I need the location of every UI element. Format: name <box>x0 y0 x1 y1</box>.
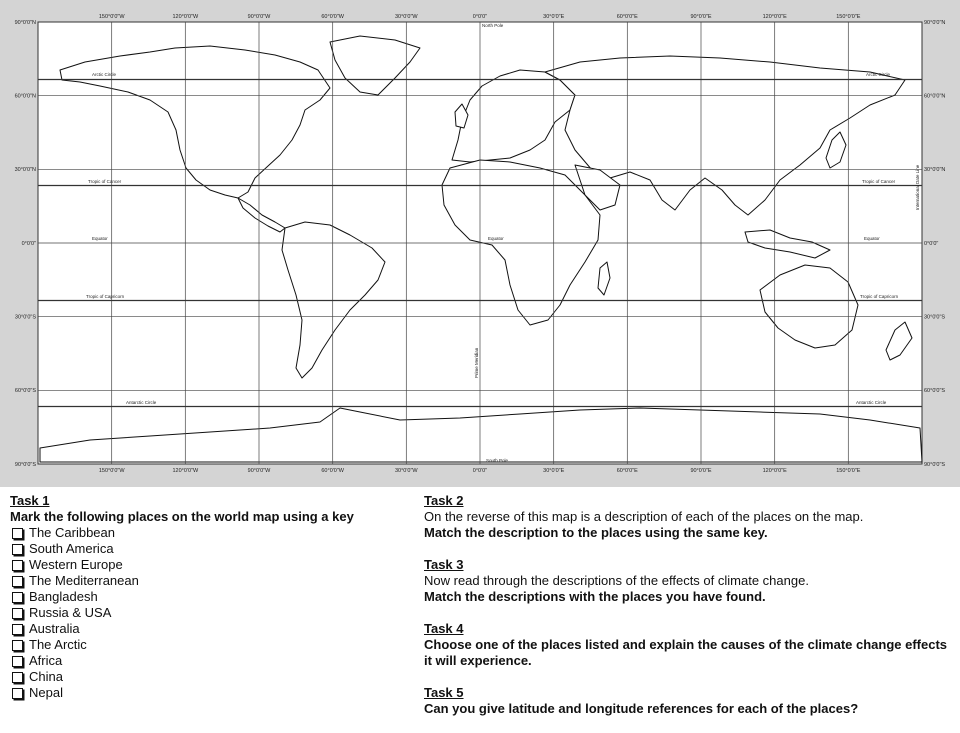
equator-label: Equator <box>488 236 504 241</box>
task3-text: Now read through the descriptions of the effects of climate change. <box>424 573 809 588</box>
tasks-right-column <box>424 493 954 733</box>
task2-text: On the reverse of this map is a description of each of the places on the map. <box>424 509 864 524</box>
place-label: Western Europe <box>29 557 123 572</box>
place-label: Bangladesh <box>29 589 98 604</box>
lon-label: 60°0'0"E <box>616 468 638 474</box>
checkbox[interactable] <box>12 624 23 635</box>
lat-label: 30°0'0"N <box>924 167 946 173</box>
equator-label: Equator <box>864 236 880 241</box>
place-label: Australia <box>29 621 80 636</box>
lon-label: 120°0'0"W <box>172 468 199 474</box>
north-pole-label: North Pole <box>482 23 504 28</box>
lat-label: 60°0'0"N <box>14 93 36 100</box>
lon-label: 60°0'0"W <box>321 468 345 474</box>
lat-label: 30°0'0"N <box>14 167 36 173</box>
lon-label: 30°0'0"E <box>543 14 565 20</box>
left-latitude-labels <box>15 20 37 468</box>
lon-label: 90°0'0"E <box>690 14 712 20</box>
checklist-item[interactable] <box>10 525 410 541</box>
lon-label: 120°0'0"W <box>172 14 199 20</box>
place-label: Russia & USA <box>29 605 112 620</box>
lon-label: 150°0'0"E <box>836 468 861 474</box>
place-label: Africa <box>29 653 63 668</box>
checkbox[interactable] <box>12 672 23 683</box>
task4-instruction: Choose one of the places listed and explain the causes of the climate change effects it will experience. <box>424 637 948 668</box>
lon-label: 0°0'0" <box>472 14 488 20</box>
checkbox[interactable] <box>12 544 23 555</box>
task3-block <box>424 557 954 605</box>
equator-label: Equator <box>92 236 108 241</box>
checkbox[interactable] <box>12 608 23 619</box>
lon-label: 90°0'0"W <box>247 468 271 474</box>
checkbox[interactable] <box>12 592 23 603</box>
task4-block <box>424 621 954 669</box>
checklist-item[interactable] <box>10 621 410 637</box>
antarctic-circle-label: Antarctic Circle <box>126 400 157 405</box>
arctic-circle-label: Arctic Circle <box>866 72 891 77</box>
lat-label: 0°0'0" <box>924 241 939 247</box>
lat-label: 0°0'0" <box>21 241 36 247</box>
checkbox[interactable] <box>12 528 23 539</box>
place-label: China <box>29 669 63 684</box>
lat-label: 30°0'0"S <box>924 314 946 321</box>
checklist-item[interactable] <box>10 669 410 685</box>
lon-label: 90°0'0"W <box>247 14 271 20</box>
task1-title: Task 1 <box>10 493 50 508</box>
lon-label: 120°0'0"E <box>762 468 787 474</box>
task3-instruction: Match the descriptions with the places you have found. <box>424 589 766 604</box>
top-longitude-labels <box>99 14 861 20</box>
lat-label: 90°0'0"S <box>924 462 946 468</box>
lon-label: 60°0'0"E <box>616 14 638 20</box>
checklist-item[interactable] <box>10 573 410 589</box>
lon-label: 120°0'0"E <box>762 14 787 20</box>
task5-instruction: Can you give latitude and longitude references for each of the places? <box>424 701 859 716</box>
lon-label: 30°0'0"E <box>543 468 565 474</box>
tropic-of-cancer-label: Tropic of Cancer <box>862 179 896 184</box>
checklist-item[interactable] <box>10 557 410 573</box>
lat-label: 30°0'0"S <box>14 314 36 321</box>
lon-label: 150°0'0"W <box>98 468 125 474</box>
task5-title: Task 5 <box>424 685 464 700</box>
task4-title: Task 4 <box>424 621 464 636</box>
checkbox[interactable] <box>12 656 23 667</box>
checklist-item[interactable] <box>10 637 410 653</box>
place-label: Nepal <box>29 685 63 700</box>
lat-label: 90°0'0"N <box>924 20 946 26</box>
lon-label: 90°0'0"E <box>690 468 712 474</box>
task1-instruction: Mark the following places on the world map using a key <box>10 509 354 524</box>
lon-label: 60°0'0"W <box>321 14 345 20</box>
lon-label: 150°0'0"E <box>836 14 861 20</box>
lon-label: 0°0'0" <box>472 468 488 474</box>
lon-label: 30°0'0"W <box>394 14 418 20</box>
lat-label: 90°0'0"S <box>14 462 36 468</box>
checklist-item[interactable] <box>10 589 410 605</box>
place-label: The Arctic <box>29 637 87 652</box>
tropic-of-capricorn-label: Tropic of Capricorn <box>86 294 125 299</box>
south-pole-label: South Pole <box>486 458 509 463</box>
right-latitude-labels <box>924 20 945 468</box>
checklist-item[interactable] <box>10 653 410 669</box>
lat-label: 60°0'0"N <box>924 93 946 100</box>
checkbox[interactable] <box>12 560 23 571</box>
bottom-longitude-labels <box>99 468 861 474</box>
places-checklist <box>10 525 410 701</box>
antarctic-circle-label: Antarctic Circle <box>856 400 887 405</box>
place-label: The Caribbean <box>29 525 115 540</box>
lat-label: 60°0'0"S <box>924 388 946 394</box>
task2-title: Task 2 <box>424 493 464 508</box>
task3-title: Task 3 <box>424 557 464 572</box>
tasks-left-column <box>10 493 410 701</box>
checkbox[interactable] <box>12 688 23 699</box>
lat-label: 60°0'0"S <box>14 388 36 394</box>
checklist-item[interactable] <box>10 685 410 701</box>
checklist-item[interactable] <box>10 541 410 557</box>
lat-label: 90°0'0"N <box>14 20 36 26</box>
task2-block <box>424 493 954 541</box>
checkbox[interactable] <box>12 576 23 587</box>
tropic-of-cancer-label: Tropic of Cancer <box>88 179 122 184</box>
task5-block <box>424 685 954 717</box>
place-label: South America <box>29 541 114 556</box>
arctic-circle-label: Arctic Circle <box>92 72 117 77</box>
tropic-of-capricorn-label: Tropic of Capricorn <box>860 294 899 299</box>
place-label: The Mediterranean <box>29 573 139 588</box>
checklist-item[interactable] <box>10 605 410 621</box>
date-line-label: International Date Line <box>915 164 920 210</box>
checkbox[interactable] <box>12 640 23 651</box>
task2-instruction: Match the description to the places using the same key. <box>424 525 768 540</box>
lon-label: 150°0'0"W <box>98 14 125 20</box>
lon-label: 30°0'0"W <box>394 468 418 474</box>
prime-meridian-label: Prime Meridian <box>474 347 479 378</box>
